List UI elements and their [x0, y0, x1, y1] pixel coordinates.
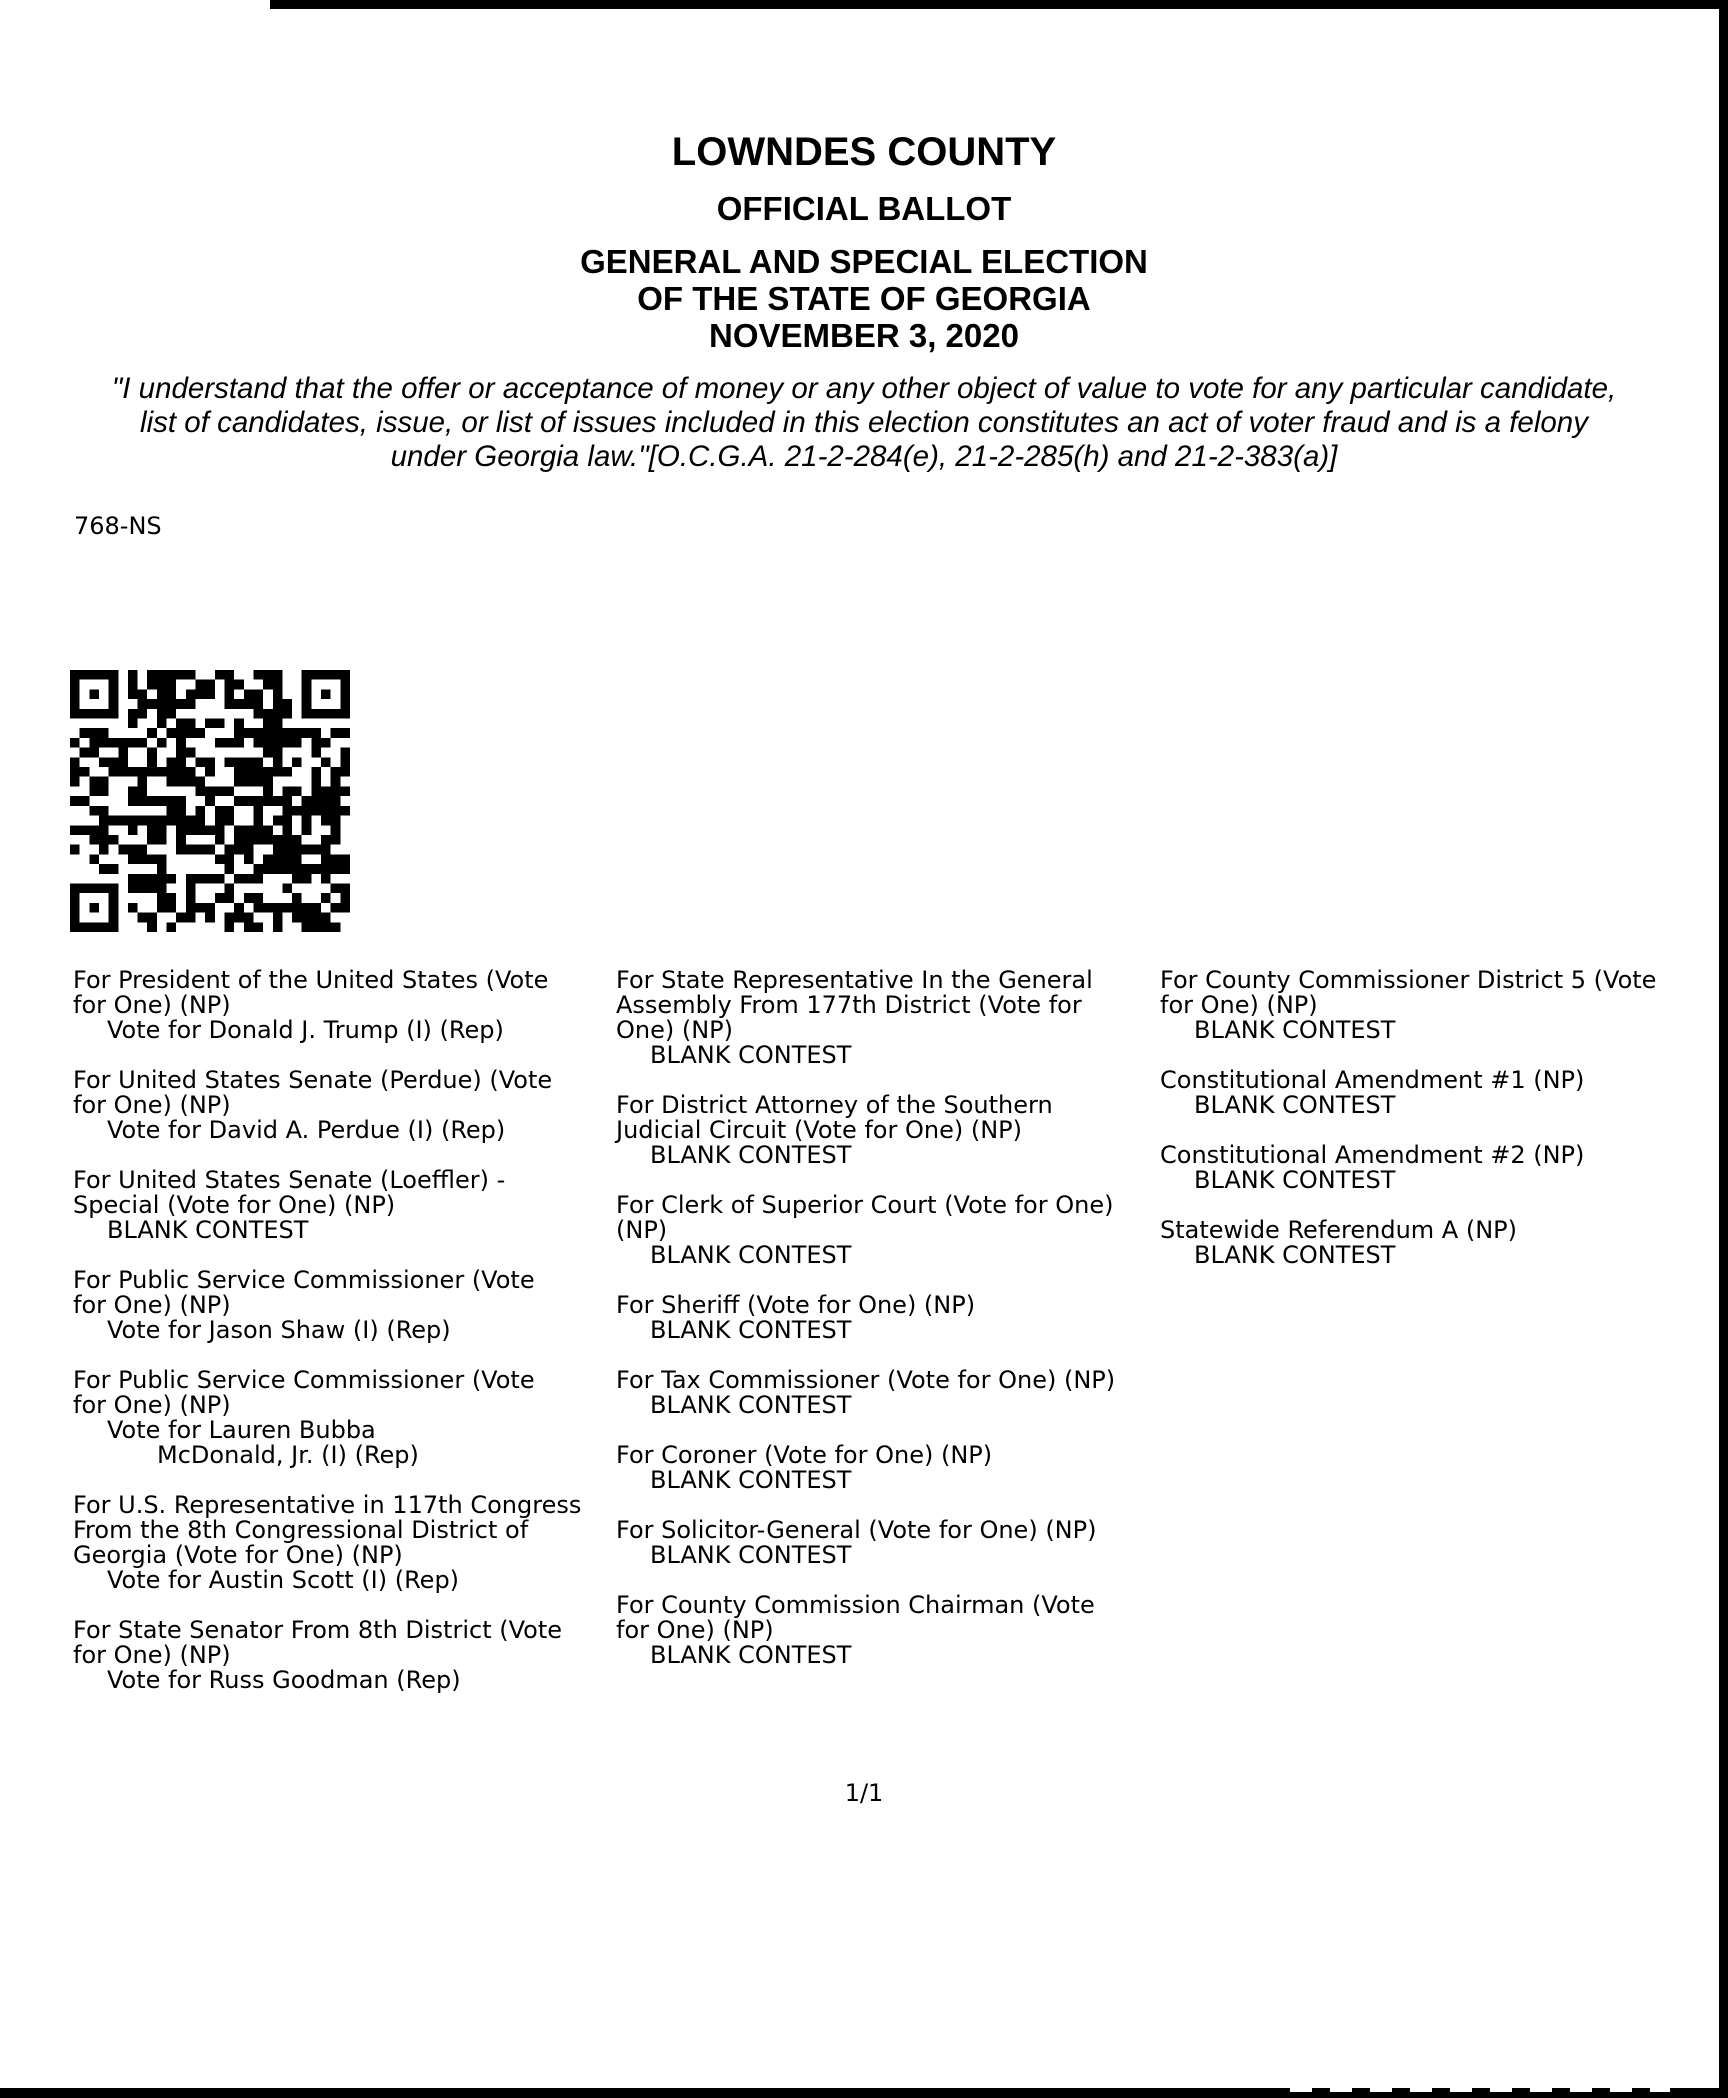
contest-selection: BLANK CONTEST: [1194, 1166, 1396, 1194]
election-line-2: OF THE STATE OF GEORGIA: [637, 280, 1091, 317]
contest-block: [616, 1518, 1156, 1568]
contest-title-line: For U.S. Representative in 117th Congress: [73, 1491, 582, 1519]
contest-block: [1160, 1068, 1680, 1118]
contest-title-line: for One) (NP): [73, 1641, 231, 1669]
contest-selection: BLANK CONTEST: [650, 1041, 852, 1069]
contest-title-line: For United States Senate (Perdue) (Vote: [73, 1066, 553, 1094]
contest-block: [616, 1093, 1156, 1168]
contest-title-line: For Sheriff (Vote for One) (NP): [616, 1291, 976, 1319]
contest-title-line: Assembly From 177th District (Vote for: [616, 991, 1082, 1019]
contest-title-line: Judicial Circuit (Vote for One) (NP): [616, 1116, 1022, 1144]
ballot-type: OFFICIAL BALLOT: [716, 190, 1012, 227]
contest-block: [73, 968, 613, 1043]
contest-title-line: for One) (NP): [616, 1616, 774, 1644]
oath-line-3: under Georgia law."[O.C.G.A. 21-2-284(e), 21-2-285(h) and 21-2-383(a)]: [390, 440, 1338, 473]
contest-selection: Vote for Jason Shaw (I) (Rep): [107, 1316, 451, 1344]
contest-block: [73, 1368, 613, 1468]
contest-title-line: For President of the United States (Vote: [73, 966, 549, 994]
contest-title-line: for One) (NP): [73, 1091, 231, 1119]
contest-selection: Vote for Austin Scott (I) (Rep): [107, 1566, 460, 1594]
voter-oath: [60, 372, 1668, 474]
contest-column-2: [616, 968, 1156, 1693]
contest-title-line: For Clerk of Superior Court (Vote for One): [616, 1191, 1114, 1219]
contest-title-line: For State Representative In the General: [616, 966, 1093, 994]
contest-title-line: For Tax Commissioner (Vote for One) (NP): [616, 1366, 1116, 1394]
election-date: NOVEMBER 3, 2020: [709, 317, 1019, 354]
contest-title-line: For Coroner (Vote for One) (NP): [616, 1441, 993, 1469]
county-title: LOWNDES COUNTY: [671, 130, 1057, 174]
contest-block: [1160, 1218, 1680, 1268]
contest-title-line: for One) (NP): [1160, 991, 1318, 1019]
contest-selection: BLANK CONTEST: [650, 1241, 852, 1269]
contest-block: [616, 1293, 1156, 1343]
contest-title-line: Special (Vote for One) (NP): [73, 1191, 396, 1219]
contest-selection: BLANK CONTEST: [650, 1391, 852, 1419]
contest-title-line: Statewide Referendum A (NP): [1160, 1216, 1517, 1244]
contest-selection: BLANK CONTEST: [107, 1216, 309, 1244]
contest-block: [73, 1493, 613, 1593]
contest-title-line: for One) (NP): [73, 991, 231, 1019]
oath-line-2: list of candidates, issue, or list of issues included in this election constitutes an act of voter fraud and is a felony: [140, 406, 1588, 439]
contest-title-line: for One) (NP): [73, 1291, 231, 1319]
contest-selection-continued: McDonald, Jr. (I) (Rep): [157, 1441, 419, 1469]
contest-block: [616, 1368, 1156, 1418]
contest-title-line: From the 8th Congressional District of: [73, 1516, 529, 1544]
election-title: [0, 243, 1728, 354]
page-bottom-edge-gaps: [1290, 2086, 1670, 2092]
contest-block: [1160, 968, 1680, 1043]
contest-selection: BLANK CONTEST: [650, 1641, 852, 1669]
contest-title-line: for One) (NP): [73, 1391, 231, 1419]
ballot-style-id: 768-NS: [74, 512, 162, 540]
contest-title-line: For County Commissioner District 5 (Vote: [1160, 966, 1657, 994]
contest-block: [73, 1618, 613, 1693]
contest-block: [73, 1168, 613, 1243]
contest-block: [616, 1193, 1156, 1268]
contest-title-line: For Public Service Commissioner (Vote: [73, 1266, 535, 1294]
contest-block: [73, 1268, 613, 1343]
contest-selection: Vote for Lauren Bubba: [107, 1416, 376, 1444]
contest-block: [616, 1593, 1156, 1668]
contest-column-3: [1160, 968, 1680, 1293]
contest-title-line: Georgia (Vote for One) (NP): [73, 1541, 403, 1569]
contest-selection: BLANK CONTEST: [650, 1141, 852, 1169]
contest-title-line: Constitutional Amendment #2 (NP): [1160, 1141, 1585, 1169]
page-top-edge: [270, 0, 1728, 9]
contest-block: [1160, 1143, 1680, 1193]
contest-title-line: For State Senator From 8th District (Vote: [73, 1616, 563, 1644]
contest-selection: BLANK CONTEST: [650, 1316, 852, 1344]
contest-block: [616, 968, 1156, 1068]
contest-block: [73, 1068, 613, 1143]
qr-code-icon: [70, 670, 350, 932]
contest-selection: Vote for Donald J. Trump (I) (Rep): [107, 1016, 504, 1044]
contest-title-line: For District Attorney of the Southern: [616, 1091, 1053, 1119]
contest-selection: BLANK CONTEST: [650, 1466, 852, 1494]
contest-title-line: For United States Senate (Loeffler) -: [73, 1166, 506, 1194]
contest-title-line: (NP): [616, 1216, 668, 1244]
contest-selection: BLANK CONTEST: [1194, 1016, 1396, 1044]
contest-selection: BLANK CONTEST: [1194, 1091, 1396, 1119]
contest-title-line: One) (NP): [616, 1016, 734, 1044]
contest-column-1: [73, 968, 613, 1718]
contest-title-line: For Solicitor-General (Vote for One) (NP): [616, 1516, 1097, 1544]
election-line-1: GENERAL AND SPECIAL ELECTION: [580, 243, 1148, 280]
contest-selection: Vote for David A. Perdue (I) (Rep): [107, 1116, 506, 1144]
contest-selection: BLANK CONTEST: [650, 1541, 852, 1569]
contest-title-line: For County Commission Chairman (Vote: [616, 1591, 1095, 1619]
contest-block: [616, 1443, 1156, 1493]
contest-title-line: For Public Service Commissioner (Vote: [73, 1366, 535, 1394]
contest-selection: Vote for Russ Goodman (Rep): [107, 1666, 461, 1694]
oath-line-1: "I understand that the offer or acceptance of money or any other object of value to vote for any particular candidate,: [111, 372, 1617, 405]
contest-selection: BLANK CONTEST: [1194, 1241, 1396, 1269]
page-number: 1/1: [844, 1779, 884, 1807]
contest-title-line: Constitutional Amendment #1 (NP): [1160, 1066, 1585, 1094]
